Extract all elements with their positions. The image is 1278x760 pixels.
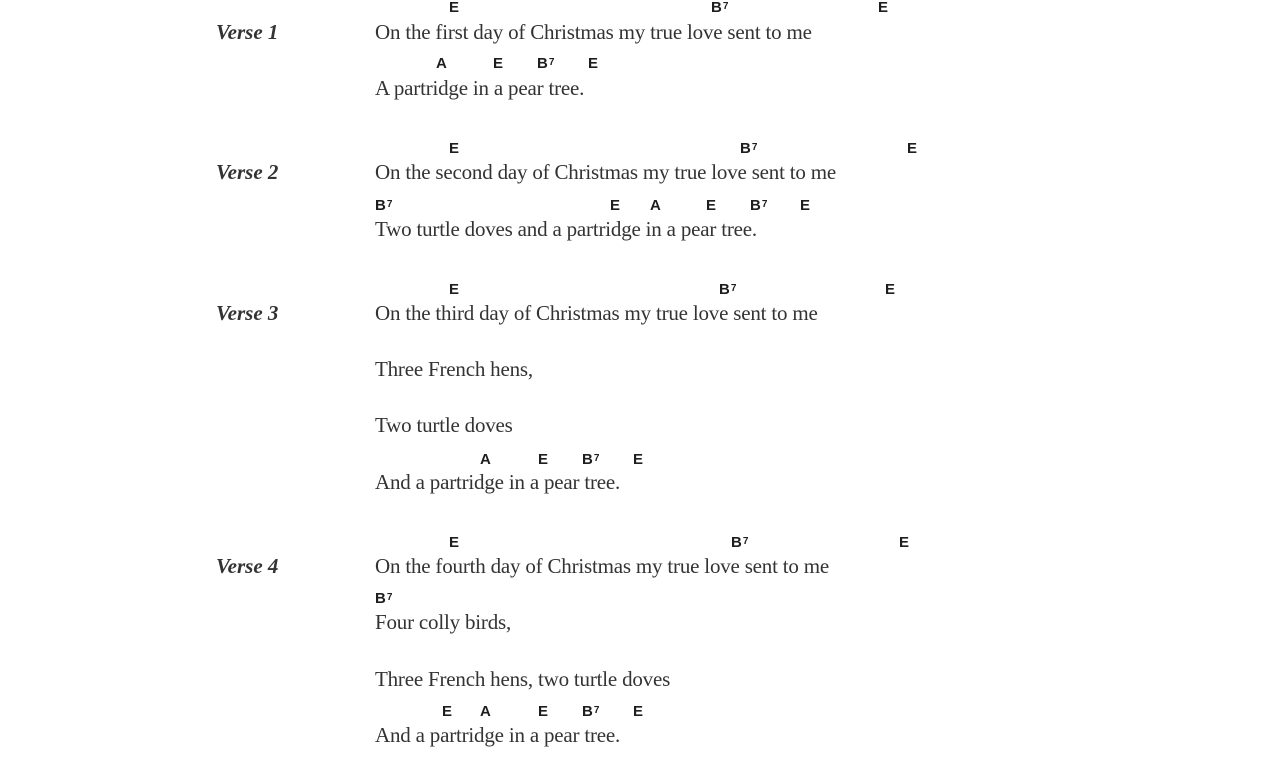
lyric-line: Three French hens, two turtle doves — [375, 667, 671, 691]
chord-symbol — [899, 535, 909, 551]
chord-symbol — [885, 282, 895, 298]
chord-root: E — [538, 451, 549, 468]
chord-root: B — [537, 55, 548, 72]
lyric-line: Four colly birds, — [375, 610, 512, 634]
chord-root: A — [650, 197, 661, 214]
chord-root: E — [493, 55, 504, 72]
chord-root: E — [610, 197, 621, 214]
chord-extension: 7 — [593, 453, 600, 464]
verse-label: Verse 4 — [216, 554, 279, 578]
chord-root: A — [480, 703, 491, 720]
chord-root: B — [731, 534, 742, 551]
chord-symbol — [493, 56, 503, 72]
chord-symbol — [538, 704, 548, 720]
chord-symbol — [650, 198, 661, 214]
chord-root: A — [480, 451, 491, 468]
chord-extension: 7 — [761, 199, 768, 210]
lyric-line: And a partridge in a pear tree. — [375, 723, 621, 747]
chord-root: B — [740, 140, 751, 157]
chord-root: E — [885, 281, 896, 298]
chord-symbol — [610, 198, 620, 214]
chord-root: E — [442, 703, 453, 720]
chord-symbol — [706, 198, 716, 214]
chord-symbol — [582, 452, 599, 468]
chord-symbol — [480, 452, 491, 468]
chord-root: E — [449, 0, 460, 16]
chord-symbol — [719, 282, 736, 298]
chord-root: E — [633, 451, 644, 468]
chord-root: E — [588, 55, 599, 72]
chord-root: B — [711, 0, 722, 16]
verse-label: Verse 2 — [216, 160, 279, 184]
chord-symbol — [740, 141, 757, 157]
lyric-line: Three French hens, — [375, 357, 533, 381]
chord-symbol — [375, 591, 392, 607]
chord-root: E — [706, 197, 717, 214]
chord-symbol — [633, 452, 643, 468]
lyric-line: A partridge in a pear tree. — [375, 76, 585, 100]
chord-extension: 7 — [548, 57, 555, 68]
chord-symbol — [750, 198, 767, 214]
chord-root: E — [538, 703, 549, 720]
chord-extension: 7 — [751, 142, 758, 153]
chord-symbol — [449, 141, 459, 157]
chord-root: B — [375, 590, 386, 607]
chord-symbol — [731, 535, 748, 551]
chord-symbol — [537, 56, 554, 72]
chord-symbol — [588, 56, 598, 72]
chord-extension: 7 — [386, 592, 393, 603]
lyric-line: On the second day of Christmas my true love sent to me — [375, 160, 837, 184]
lyric-line: Two turtle doves and a partridge in a pear tree. — [375, 217, 757, 241]
chord-symbol — [907, 141, 917, 157]
chord-root: E — [449, 281, 460, 298]
chord-symbol — [711, 0, 728, 16]
chord-symbol — [436, 56, 447, 72]
lyric-line: On the first day of Christmas my true love sent to me — [375, 20, 812, 44]
chord-extension: 7 — [386, 199, 393, 210]
chord-root: B — [719, 281, 730, 298]
chord-symbol — [582, 704, 599, 720]
chord-root: E — [449, 140, 460, 157]
chord-symbol — [538, 452, 548, 468]
chord-root: B — [375, 197, 386, 214]
chord-root: E — [899, 534, 910, 551]
chord-root: E — [800, 197, 811, 214]
chord-symbol — [449, 535, 459, 551]
chord-root: E — [633, 703, 644, 720]
verse-label: Verse 3 — [216, 301, 279, 325]
chord-extension: 7 — [593, 705, 600, 716]
chord-root: B — [582, 451, 593, 468]
chord-root: E — [907, 140, 918, 157]
chord-extension: 7 — [722, 1, 729, 12]
chord-symbol — [878, 0, 888, 16]
lyric-line: On the fourth day of Christmas my true love sent to me — [375, 554, 830, 578]
chord-symbol — [375, 198, 392, 214]
chord-symbol — [442, 704, 452, 720]
chord-extension: 7 — [742, 536, 749, 547]
verse-label: Verse 1 — [216, 20, 279, 44]
chord-symbol — [449, 0, 459, 16]
chord-root: E — [449, 534, 460, 551]
lyric-line: And a partridge in a pear tree. — [375, 470, 621, 494]
chord-extension: 7 — [730, 283, 737, 294]
chord-root: A — [436, 55, 447, 72]
chord-symbol — [449, 282, 459, 298]
chord-root: B — [750, 197, 761, 214]
lyric-line: Two turtle doves — [375, 413, 513, 437]
chord-root: B — [582, 703, 593, 720]
chord-symbol — [800, 198, 810, 214]
chord-root: E — [878, 0, 889, 16]
chord-symbol — [480, 704, 491, 720]
lyric-line: On the third day of Christmas my true love sent to me — [375, 301, 818, 325]
chord-symbol — [633, 704, 643, 720]
